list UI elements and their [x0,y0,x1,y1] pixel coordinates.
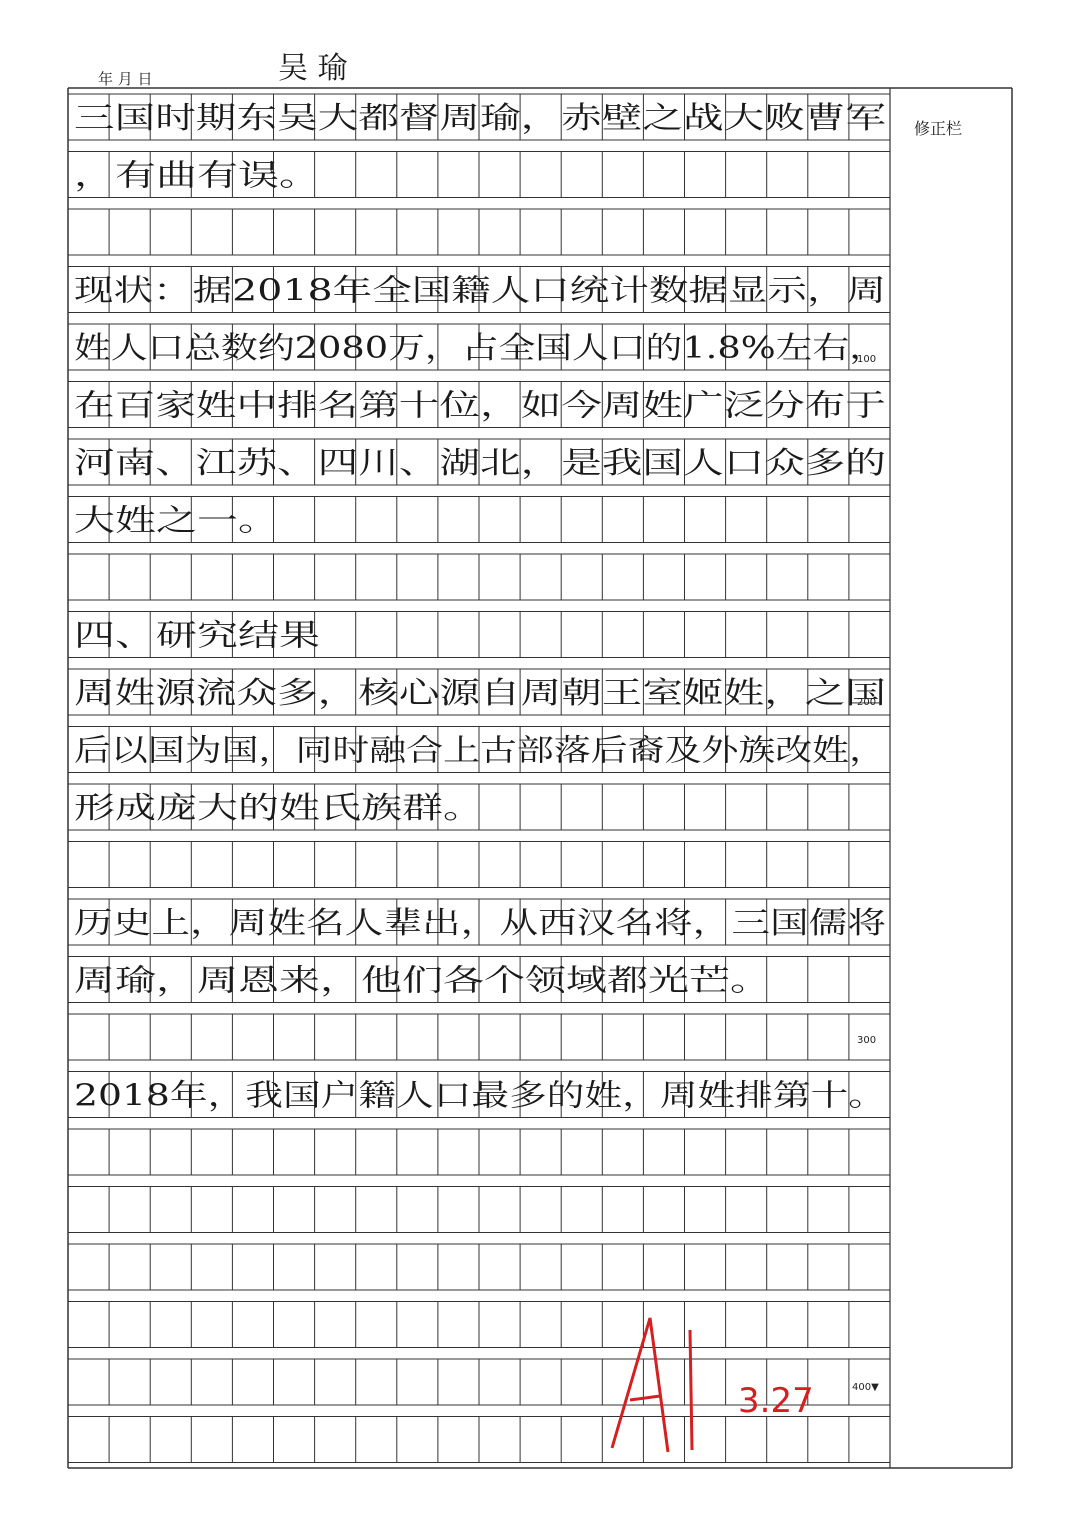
essay-line: 周姓源流众多，核心源自周朝王室姬姓，之国 [74,676,886,711]
char-count-400: 400▼ [852,1382,879,1393]
essay-line: 形成庞大的姓氏族群。 [74,791,484,826]
char-count-100: 100 [857,354,877,365]
essay-line: 后以国为国，同时融合上古部落后裔及外族改姓， [74,733,886,769]
grade-a-stroke [612,1318,692,1452]
essay-line: 四、研究结果 [74,618,320,654]
char-count-300: 300 [857,1035,877,1046]
essay-line: 现状：据2018年全国籍人口统计数据显示，周 [74,273,886,309]
char-count-200: 200 [857,697,877,708]
date-label: 年 月 日 [98,70,153,88]
essay-line: 历史上，周姓名人辈出，从西汉名将，三国儒将 [74,906,886,941]
grade-mark [612,1318,814,1452]
essay-line: 周瑜，周恩来，他们各个领域都光芒。 [74,963,771,999]
essay-line: 在百家姓中排名第十位，如今周姓广泛分布于 [74,388,886,424]
essay-line: ，有曲有误。 [74,158,320,194]
student-name: 吴 瑜 [278,51,348,86]
correction-column-label: 修正栏 [914,119,963,138]
handwritten-text [74,101,886,1114]
essay-line: 河南、江苏、四川、湖北，是我国人口众多的 [74,446,886,481]
essay-line: 三国时期东吴大都督周瑜，赤壁之战大败曹军 [74,101,886,136]
essay-line: 姓人口总数约2080万，占全国人口的1.8%左右， [74,331,886,366]
essay-line: 2018年，我国户籍人口最多的姓，周姓排第十。 [74,1078,886,1114]
essay-line: 大姓之一。 [74,503,279,539]
grade-score: 3.27 [738,1381,814,1421]
